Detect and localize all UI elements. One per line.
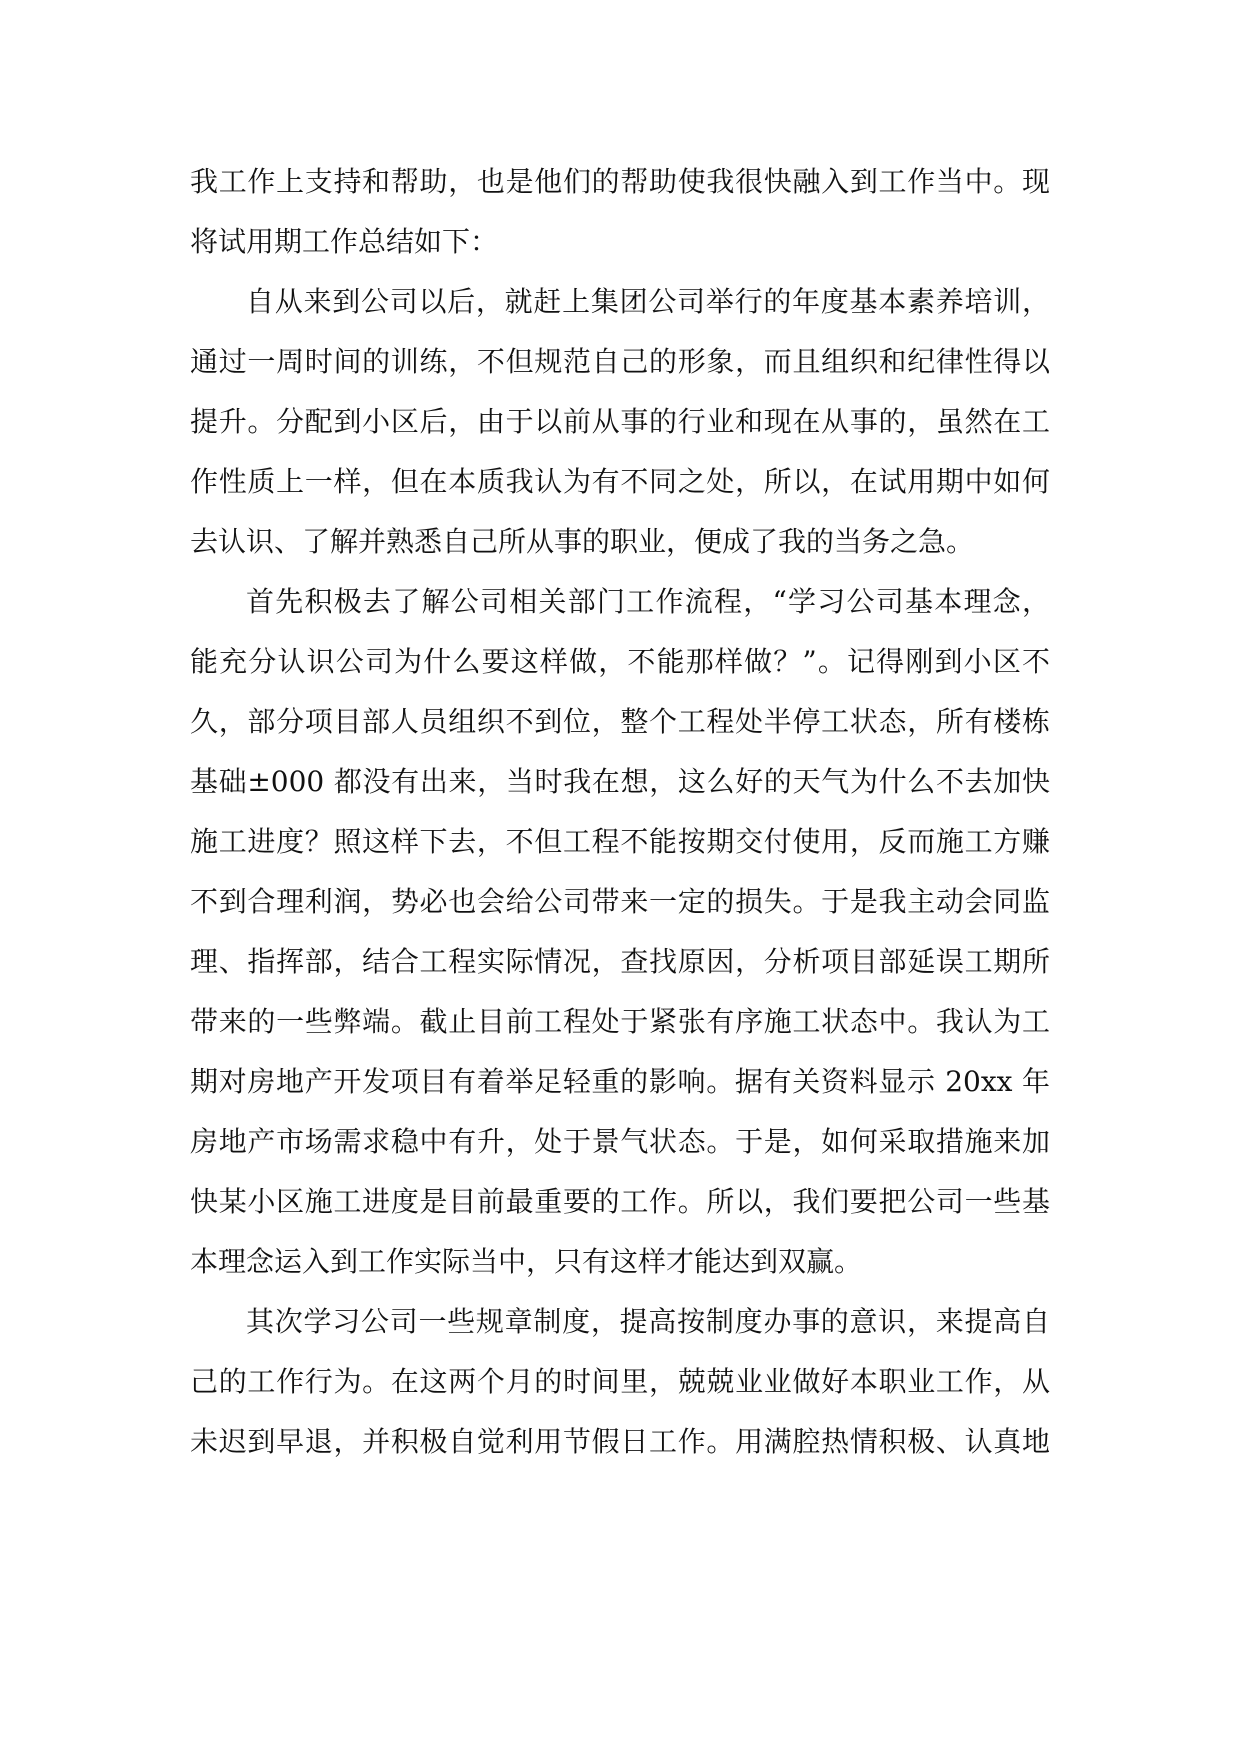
text-line: 其次学习公司一些规章制度，提高按制度办事的意识，来提高自 [246, 1305, 1050, 1338]
text-line: 己的工作行为。在这两个月的时间里，兢兢业业做好本职业工作，从 [190, 1365, 1050, 1398]
text-line: 将试用期工作总结如下： [190, 225, 499, 258]
text-line: 施工进度？照这样下去，不但工程不能按期交付使用，反而施工方赚 [190, 825, 1050, 858]
text-line: 久，部分项目部人员组织不到位，整个工程处半停工状态，所有楼栋 [190, 705, 1050, 738]
text-line: 理、指挥部，结合工程实际情况，查找原因，分析项目部延误工期所 [190, 945, 1050, 978]
text-line: 不到合理利润，势必也会给公司带来一定的损失。于是我主动会同监 [190, 885, 1050, 918]
text-line: 快某小区施工进度是目前最重要的工作。所以，我们要把公司一些基 [190, 1185, 1050, 1218]
text-line: 基础±000 都没有出来，当时我在想，这么好的天气为什么不去加快 [190, 765, 1050, 798]
paragraph-2 [190, 272, 1050, 572]
paragraph-4 [190, 1292, 1050, 1472]
text-line: 我工作上支持和帮助，也是他们的帮助使我很快融入到工作当中。现 [190, 165, 1050, 198]
text-line: 能充分认识公司为什么要这样做，不能那样做？”。记得刚到小区不 [190, 645, 1050, 678]
text-line: 提升。分配到小区后，由于以前从事的行业和现在从事的，虽然在工 [190, 405, 1050, 438]
text-line: 首先积极去了解公司相关部门工作流程，“学习公司基本理念， [246, 585, 1050, 618]
text-line: 自从来到公司以后，就赶上集团公司举行的年度基本素养培训， [246, 285, 1050, 318]
text-line: 带来的一些弊端。截止目前工程处于紧张有序施工状态中。我认为工 [190, 1005, 1050, 1038]
text-line: 本理念运入到工作实际当中，只有这样才能达到双赢。 [190, 1245, 863, 1278]
text-line: 房地产市场需求稳中有升，处于景气状态。于是，如何采取措施来加 [190, 1125, 1050, 1158]
text-line: 作性质上一样，但在本质我认为有不同之处，所以，在试用期中如何 [190, 465, 1050, 498]
text-line: 未迟到早退，并积极自觉利用节假日工作。用满腔热情积极、认真地 [190, 1425, 1050, 1458]
paragraph-1 [190, 152, 1050, 272]
text-line: 通过一周时间的训练，不但规范自己的形象，而且组织和纪律性得以 [190, 345, 1050, 378]
document-body [190, 152, 1050, 1472]
text-line: 去认识、了解并熟悉自己所从事的职业，便成了我的当务之急。 [190, 525, 975, 558]
paragraph-3 [190, 572, 1050, 1292]
text-line: 期对房地产开发项目有着举足轻重的影响。据有关资料显示 20xx 年 [190, 1065, 1050, 1098]
